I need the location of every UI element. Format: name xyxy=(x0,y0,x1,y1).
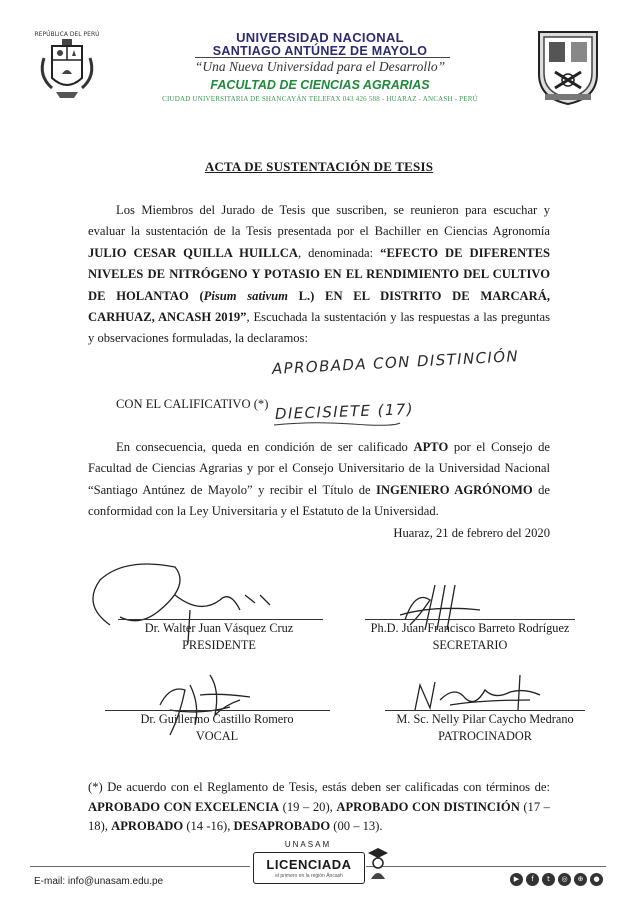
grade-range: (19 – 20), xyxy=(279,799,337,814)
degree-title: INGENIERO AGRÓNOMO xyxy=(376,482,533,497)
signatory-role: SECRETARIO xyxy=(432,638,508,652)
brand-sub: el primero en la región Áncash xyxy=(275,873,343,879)
handwritten-grade: DIECISIETE (17) xyxy=(274,400,415,423)
signatory-vocal xyxy=(98,711,336,745)
opening-text-3: , Escuchada la sustentación y las respuestas a las preguntas y observaciones formuladas, la declaramos: xyxy=(88,310,550,346)
header-divider xyxy=(195,57,450,58)
social-links xyxy=(510,873,603,886)
opening-text-2: , denominada: xyxy=(297,245,381,260)
grade-range: (17 – 18), xyxy=(88,799,550,833)
brand-top: UNASAM xyxy=(284,840,332,849)
signatory-secretary xyxy=(352,620,588,654)
signatory-role: PATROCINADOR xyxy=(438,729,532,743)
signatory-sponsor xyxy=(375,711,595,745)
document-date: Huaraz, 21 de febrero del 2020 xyxy=(393,526,550,540)
thesis-species: Pisum sativum xyxy=(203,288,288,303)
opening-text: Los Miembros del Jurado de Tesis que suscriben, se reunieron para escuchar y evaluar la sustentación de la Tesis presentada por el Bachiller en Ciencias Agronomía xyxy=(88,203,550,239)
faculty-address: CIUDAD UNIVERSITARIA DE SHANCAYÁN TELEFAX 043 426 588 - HUARAZ - ANCASH - PERÚ xyxy=(162,95,478,103)
university-motto: “Una Nueva Universidad para el Desarrollo” xyxy=(194,59,446,74)
handwritten-result: APROBADA CON DISTINCIÓN xyxy=(271,347,520,378)
grade-distinction: APROBADO CON DISTINCIÓN xyxy=(336,799,520,814)
conclusion-text: En consecuencia, queda en condición de ser calificado xyxy=(116,440,414,454)
svg-text:REPÚBLICA DEL PERÚ: REPÚBLICA DEL PERÚ xyxy=(34,31,100,38)
faculty-shield-icon xyxy=(535,28,601,106)
instagram-icon[interactable]: ◎ xyxy=(558,873,571,886)
twitter-icon[interactable]: t xyxy=(542,873,555,886)
thesis-title-part1: “EFECTO DE DIFERENTES NIVELES DE NITRÓGENO Y POTASIO EN EL RENDIMIENTO DEL CULTIVO DE HOLANTAO ( xyxy=(88,245,550,303)
grading-footnote xyxy=(88,778,550,837)
graduate-mascot-icon xyxy=(365,845,391,881)
licenciada-badge xyxy=(253,852,365,884)
conclusion-text-2: por el Consejo de Facultad de Ciencias Agrarias y por el Consejo Universitario de la Universidad Nacional “Santiago Antúnez de Mayolo” y recibir el Título de xyxy=(88,440,550,497)
web-icon[interactable]: ⊕ xyxy=(574,873,587,886)
footer-rule-right xyxy=(366,866,606,867)
youtube-icon[interactable]: ▶ xyxy=(510,873,523,886)
university-name-line2: SANTIAGO ANTÚNEZ DE MAYOLO xyxy=(212,44,428,58)
apto-word: APTO xyxy=(413,440,449,454)
signatory-role: PRESIDENTE xyxy=(182,638,256,652)
footer-email: E-mail: info@unasam.edu.pe xyxy=(34,876,164,887)
peru-coat-of-arms-icon xyxy=(32,22,102,104)
signatory-president xyxy=(108,620,330,654)
student-name: JULIO CESAR QUILLA HUILLCA xyxy=(88,245,298,260)
facebook-icon[interactable]: f xyxy=(526,873,539,886)
footer-rule-left xyxy=(30,866,250,867)
signatory-name: Dr. Walter Juan Vásquez Cruz xyxy=(144,621,294,635)
grade-underline xyxy=(272,420,402,428)
calificativo-label: CON EL CALIFICATIVO (*) xyxy=(116,397,269,411)
brand-main: LICENCIADA xyxy=(266,857,352,872)
conclusion-text-3: de conformidad con la Ley Universitaria y el Estatuto de la Universidad. xyxy=(88,482,550,519)
university-name: UNIVERSIDAD NACIONAL xyxy=(236,30,404,45)
signatory-role: VOCAL xyxy=(195,729,239,743)
flickr-icon[interactable]: ● xyxy=(590,873,603,886)
grade-excellence: APROBADO CON EXCELENCIA xyxy=(88,799,280,814)
grade-failed: DESAPROBADO xyxy=(233,819,331,833)
signatory-name: M. Sc. Nelly Pilar Caycho Medrano xyxy=(396,712,574,726)
thesis-title-part2: L.) EN EL DISTRITO DE MARCARÁ, CARHUAZ, ANCASH 2019” xyxy=(88,288,550,325)
faculty-name: FACULTAD DE CIENCIAS AGRARIAS xyxy=(210,78,430,92)
footnote-text: (*) De acuerdo con el Reglamento de Tesis, estás deben ser calificadas con términos de: xyxy=(88,780,550,794)
document-title: ACTA DE SUSTENTACIÓN DE TESIS xyxy=(204,159,434,174)
conclusion-paragraph xyxy=(88,437,550,523)
signatory-name: Ph.D. Juan Francisco Barreto Rodríguez xyxy=(370,621,570,635)
grade-range: (00 – 13). xyxy=(330,819,383,833)
signatory-name: Dr. Guillermo Castillo Romero xyxy=(140,712,294,726)
grade-approved: APROBADO xyxy=(111,819,184,833)
grade-range: (14 -16), xyxy=(183,819,234,833)
opening-paragraph xyxy=(88,200,550,350)
